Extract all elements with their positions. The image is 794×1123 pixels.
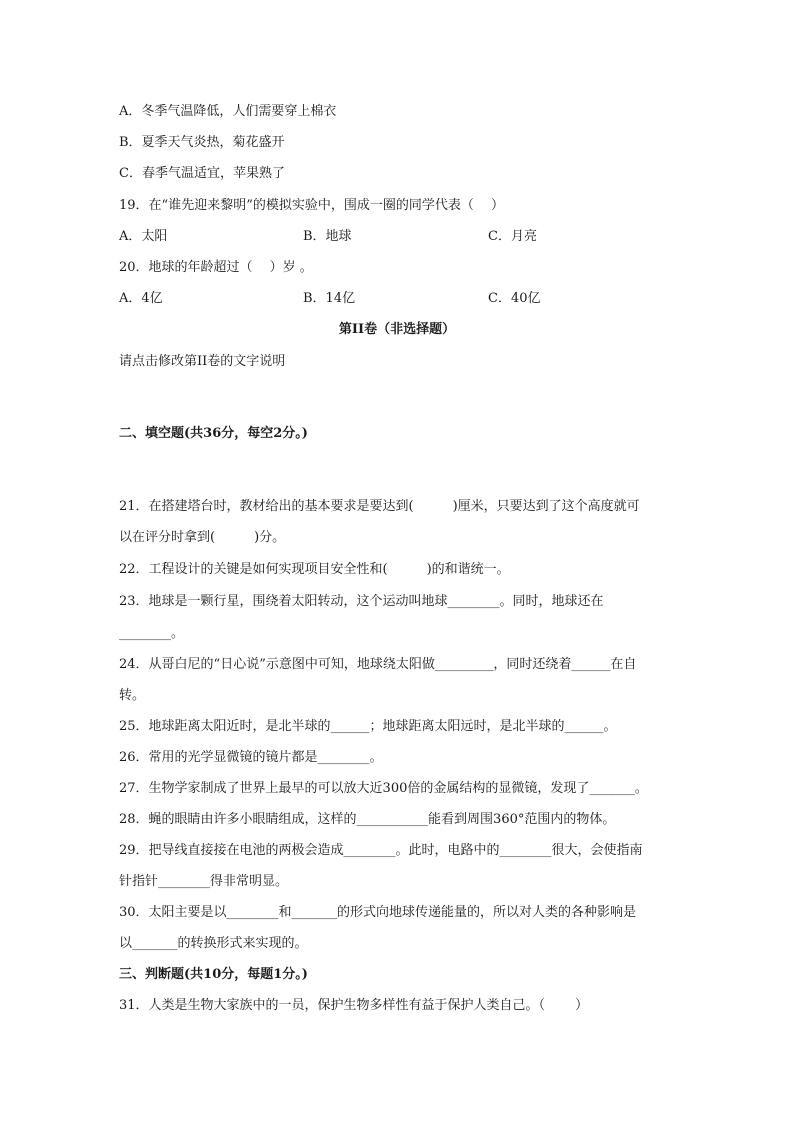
fill-line: 23．地球是一颗行星，围绕着太阳转动，这个运动叫地球________。同时，地球还在: [119, 594, 604, 609]
fill-line: 30．太阳主要是以________和_______的形式向地球传递能量的，所以对人类的各种影响是: [119, 905, 637, 920]
q20-stem: 20．地球的年龄超过（ ）岁 。: [119, 260, 313, 275]
fill-line: 28．蝇的眼睛由许多小眼睛组成，这样的___________能看到周围360°范围内的物体。: [119, 812, 616, 827]
q19-option-c: C．月亮: [488, 229, 537, 244]
q18-option-b: B．夏季天气炎热，菊花盛开: [119, 135, 285, 150]
fill-line: 29．把导线直接接在电池的两极会造成________。此时，电路中的________很大，会使指南: [119, 843, 643, 858]
fill-heading: 二、填空题(共36分，每空2分。): [119, 426, 308, 441]
q20-option-a: A．4亿: [119, 291, 163, 306]
fill-line: 针指针________得非常明显。: [119, 874, 289, 889]
fill-line: 21．在搭建塔台时，教材给出的基本要求是要达到( )厘米，只要达到了这个高度就可: [119, 499, 640, 514]
q31-stem: 31．人类是生物大家族中的一员，保护生物多样性有益于保护人类自己。（ ）: [119, 998, 589, 1013]
section-note: 请点击修改第II卷的文字说明: [119, 354, 286, 369]
fill-line: ________。: [119, 626, 185, 641]
fill-line: 22．工程设计的关键是如何实现项目安全性和( )的和谐统一。: [119, 562, 510, 577]
q20-option-c: C．40亿: [488, 291, 541, 306]
fill-line: 25．地球距离太阳近时，是北半球的______；地球距离太阳远时，是北半球的______。: [119, 719, 617, 734]
fill-line: 转。: [119, 688, 146, 703]
q19-option-b: B．地球: [303, 229, 352, 244]
q18-option-a: A．冬季气温降低，人们需要穿上棉衣: [119, 104, 337, 119]
fill-line: 26．常用的光学显微镜的镜片都是________。: [119, 750, 383, 765]
fill-line: 27．生物学家制成了世界上最早的可以放大近300倍的金属结构的显微镜，发现了_______。: [119, 781, 648, 796]
fill-line: 以在评分时拿到( )分。: [119, 530, 286, 545]
fill-line: 以_______的转换形式来实现的。: [119, 936, 308, 951]
q19-option-a: A．太阳: [119, 229, 168, 244]
fill-line: 24．从哥白尼的“日心说”示意图中可知，地球绕太阳做_________，同时还绕着______在自: [119, 657, 637, 672]
q20-option-b: B．14亿: [303, 291, 356, 306]
q18-option-c: C．春季气温适宜，苹果熟了: [119, 166, 285, 181]
q19-stem: 19．在“谁先迎来黎明”的模拟实验中，围成一圈的同学代表（ ）: [119, 198, 504, 213]
judge-heading: 三、判断题(共10分，每题1分。): [119, 967, 308, 982]
section-title: 第II卷（非选择题）: [338, 322, 456, 337]
